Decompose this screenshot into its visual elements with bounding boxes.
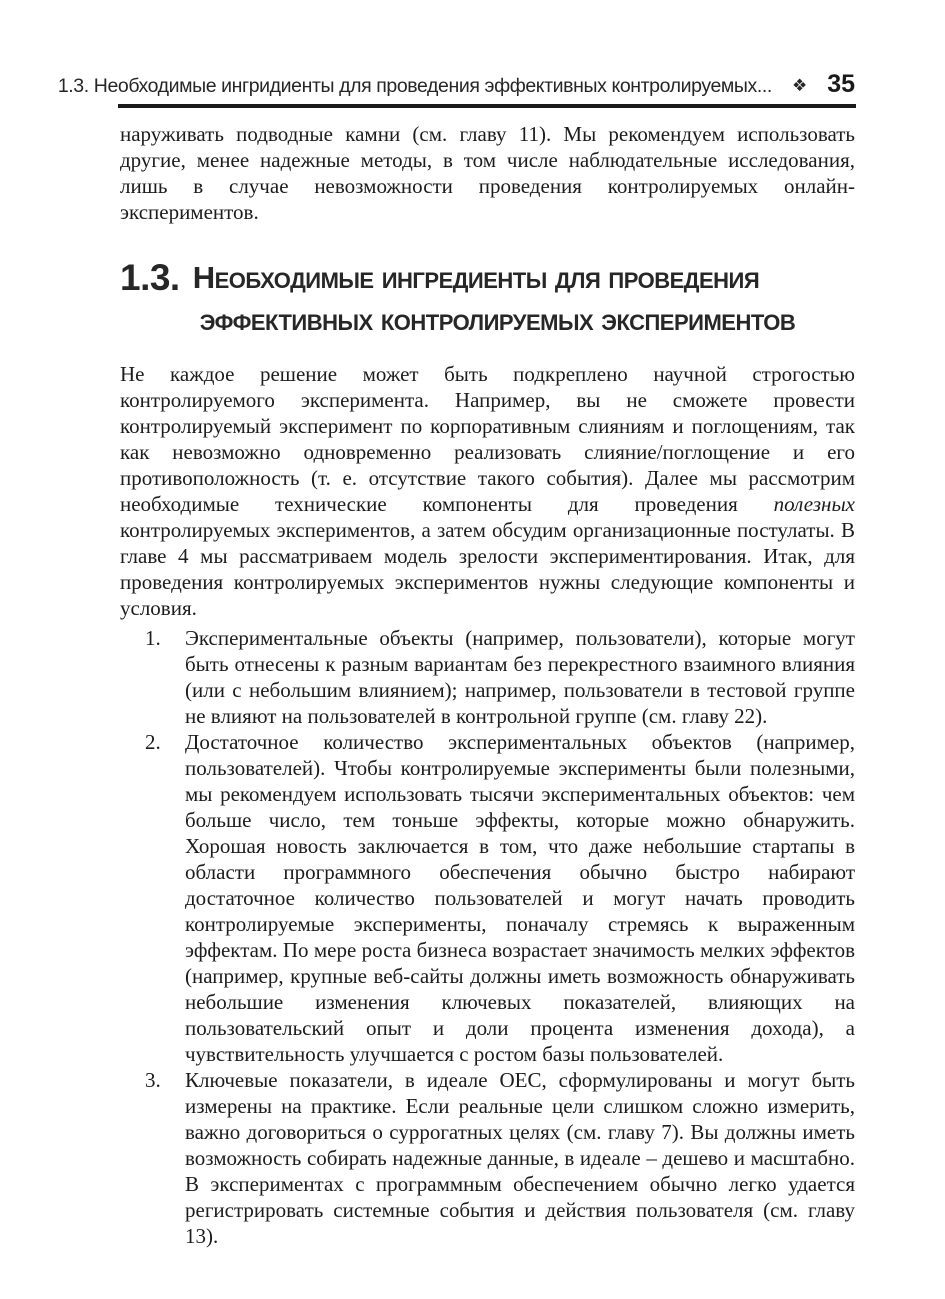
list-item — [120, 625, 855, 729]
page-number: 35 — [827, 70, 855, 98]
list-item-marker: 3. — [145, 1068, 161, 1092]
page-header — [57, 70, 855, 99]
body-paragraph — [120, 361, 855, 621]
section-title-line1: Необходимые ингредиенты для проведения — [192, 260, 760, 295]
list-item-text: Достаточное количество экспериментальных объектов (например, пользователей). Чтобы контролируемые эксперименты были полезными, мы рекомендуем использовать тысячи экспериментальных объектов: чем больше число, тем тоньше эффекты, которые можно обнаружить. Хорошая новость заключается в том, что даже небольшие стартапы в области программного обеспечения обычно быстро набирают достаточное количество пользователей и могут начать проводить контролируемые эксперименты, поначалу стремясь к выраженным эффектам. По мере роста бизнеса возрастает значимость мелких эффектов (например, крупные веб-сайты должны иметь возможность обнаруживать небольшие изменения ключевых показателей, влияющих на пользовательский опыт и доли процента изменения дохода), а чувствительность улучшается с ростом базы пользователей. — [185, 730, 855, 1066]
body-paragraph-text: Не каждое решение может быть подкреплено научной строгостью контролируемого эксперимента. Например, вы не сможете провести контролируемый эксперимент по корпоративным слияниям и поглощениям, так как невозможно одновременно реализовать слияние/поглощение и его противоположность (т. е. отсутствие такого события). Далее мы рассмотрим необходимые технические компоненты для проведения — [120, 362, 855, 516]
section-title-line2: эффективных контролируемых экспериментов — [199, 302, 796, 337]
numbered-list — [120, 625, 855, 1249]
list-item-marker: 1. — [145, 626, 161, 650]
running-title: 1.3. Необходимые ингридиенты для проведения эффективных контролируемых... — [57, 75, 772, 97]
body-paragraph-italic-word: полезных — [773, 492, 855, 516]
body-paragraph-text-continued: контролируемых экспериментов, а затем обсудим организационные постулаты. В главе 4 мы рассматриваем модель зрелости экспериментирования. Итак, для проведения контролируемых экспериментов нужны следующие компоненты и условия. — [120, 518, 855, 620]
header-rule — [118, 104, 856, 108]
section-heading — [120, 257, 855, 341]
section-number: 1.3. — [120, 257, 180, 298]
diamond-ornament-icon: ❖ — [791, 76, 808, 95]
list-item — [120, 1067, 855, 1249]
intro-paragraph: наруживать подводные камни (см. главу 11). Мы рекомендуем использовать другие, менее надежные методы, в том числе наблюдательные исследования, лишь в случае невозможности проведения контролируемых онлайн-экспериментов. — [120, 122, 855, 224]
list-item — [120, 729, 855, 1067]
list-item-text: Экспериментальные объекты (например, пользователи), которые могут быть отнесены к разным вариантам без перекрестного взаимного влияния (или с небольшим влиянием); например, пользователи в тестовой группе не влияют на пользователей в контрольной группе (см. главу 22). — [185, 626, 855, 728]
section-title — [193, 257, 796, 341]
list-item-text: Ключевые показатели, в идеале OEC, сформулированы и могут быть измерены на практике. Если реальные цели слишком сложно измерить, важно договориться о суррогатных целях (см. главу 7). Вы должны иметь возможность собирать надежные данные, в идеале – дешево и масштабно. В экспериментах с программным обеспечением обычно легко удается регистрировать системные события и действия пользователя (см. главу 13). — [185, 1068, 855, 1248]
list-item-marker: 2. — [145, 730, 161, 754]
